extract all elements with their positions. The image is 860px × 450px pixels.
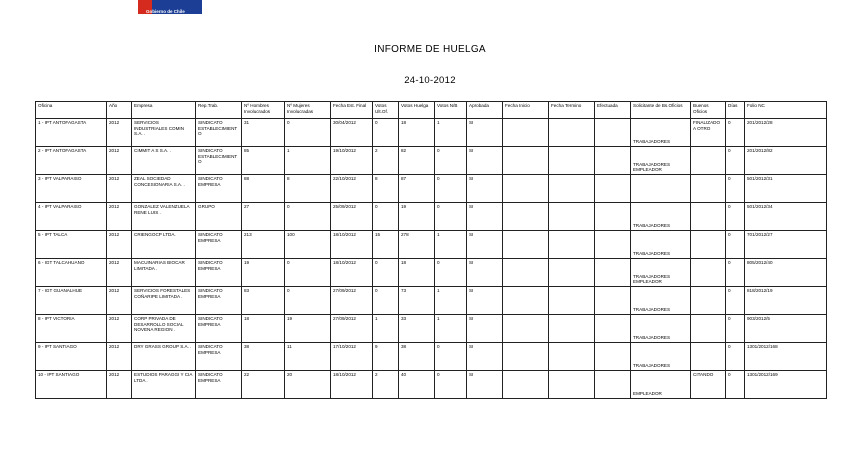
cell-oficina: 10 - IPT SANTIAGO xyxy=(36,371,107,399)
cell-folio: 1301/2012/168 xyxy=(745,343,827,371)
cell-fecha-termino xyxy=(549,315,595,343)
cell-fecha-inicio xyxy=(503,287,549,315)
column-header: Nº Hombres Involucrados xyxy=(242,102,285,119)
cell-hombres: 38 xyxy=(242,343,285,371)
cell-mujeres: 0 xyxy=(285,287,331,315)
cell-folio: 818/2012/19 xyxy=(745,287,827,315)
cell-empresa: ESTUDIOS PARAGGI Y CIA LTDA . xyxy=(132,371,196,399)
cell-efectuada xyxy=(595,287,631,315)
cell-rep-trab: SINDICATO EMPRESA xyxy=(196,315,242,343)
cell-votos-nb: 0 xyxy=(435,147,467,175)
cell-votos-huelga: 19 xyxy=(399,203,435,231)
cell-hombres: 19 xyxy=(242,259,285,287)
cell-buenos-oficios xyxy=(691,147,726,175)
cell-mujeres: 0 xyxy=(285,119,331,147)
table-row xyxy=(36,371,827,399)
cell-folio: 201/2012/82 xyxy=(745,147,827,175)
cell-fecha-inicio xyxy=(503,259,549,287)
cell-fecha-inicio xyxy=(503,203,549,231)
cell-fecha-inicio xyxy=(503,343,549,371)
table-row xyxy=(36,231,827,259)
cell-fecha-termino xyxy=(549,231,595,259)
cell-dias: 0 xyxy=(726,231,745,259)
cell-dias: 0 xyxy=(726,343,745,371)
report-title: INFORME DE HUELGA xyxy=(374,44,486,55)
column-header: Solicitante de Bs.Oficios xyxy=(631,102,691,119)
cell-votos-huelga: 38 xyxy=(399,343,435,371)
cell-votos-nb: 1 xyxy=(435,315,467,343)
cell-efectuada xyxy=(595,147,631,175)
table-header xyxy=(36,102,827,119)
cell-fecha-est: 27/09/2012 xyxy=(331,315,373,343)
cell-fecha-termino xyxy=(549,175,595,203)
cell-dias: 0 xyxy=(726,287,745,315)
cell-anio: 2012 xyxy=(107,147,132,175)
cell-fecha-est: 18/10/2012 xyxy=(331,371,373,399)
cell-rep-trab: SINDICATO EMPRESA xyxy=(196,175,242,203)
cell-votos-nb: 0 xyxy=(435,371,467,399)
cell-hombres: 85 xyxy=(242,147,285,175)
cell-votos-nb: 0 xyxy=(435,343,467,371)
column-header: Votos Huelga xyxy=(399,102,435,119)
cell-solicitante xyxy=(631,175,691,203)
cell-buenos-oficios xyxy=(691,259,726,287)
cell-buenos-oficios xyxy=(691,231,726,259)
column-header: Fecha Inicio xyxy=(503,102,549,119)
table-row xyxy=(36,175,827,203)
cell-empresa: CIMMIT A S S.A. . xyxy=(132,147,196,175)
cell-oficina: 4 - IPT VALPARAISO xyxy=(36,203,107,231)
cell-votos-ult-of: 2 xyxy=(373,371,399,399)
cell-solicitante: TRABAJADORES EMPLEADOR xyxy=(631,147,691,175)
cell-votos-ult-of: 2 xyxy=(373,147,399,175)
cell-hombres: 213 xyxy=(242,231,285,259)
cell-anio: 2012 xyxy=(107,259,132,287)
cell-oficina: 2 - IPT ANTOFAGASTA xyxy=(36,147,107,175)
table-body xyxy=(36,119,827,399)
cell-votos-nb: 1 xyxy=(435,119,467,147)
cell-efectuada xyxy=(595,343,631,371)
cell-anio: 2012 xyxy=(107,315,132,343)
cell-oficina: 9 - IPT SANTIAGO xyxy=(36,343,107,371)
cell-mujeres: 1 xyxy=(285,147,331,175)
cell-mujeres: 0 xyxy=(285,259,331,287)
cell-efectuada xyxy=(595,175,631,203)
column-header: Aprobada xyxy=(467,102,503,119)
cell-fecha-est: 25/09/2012 xyxy=(331,203,373,231)
cell-dias: 0 xyxy=(726,259,745,287)
cell-votos-nb: 0 xyxy=(435,259,467,287)
cell-solicitante: TRABAJADORES EMPLEADOR xyxy=(631,259,691,287)
column-header: Folio NC xyxy=(745,102,827,119)
cell-rep-trab: GRUPO xyxy=(196,203,242,231)
cell-empresa: CORP PRIVADA DE DESARROLLO SOCIAL NOVENA REGION . xyxy=(132,315,196,343)
table-row xyxy=(36,203,827,231)
cell-votos-huelga: 87 xyxy=(399,175,435,203)
table-row xyxy=(36,119,827,147)
cell-dias: 0 xyxy=(726,175,745,203)
cell-rep-trab: SINDICATO EMPRESA xyxy=(196,259,242,287)
cell-empresa: DRY GRASS GROUP S.A. . xyxy=(132,343,196,371)
cell-fecha-est: 17/10/2012 xyxy=(331,343,373,371)
cell-fecha-termino xyxy=(549,287,595,315)
cell-hombres: 83 xyxy=(242,287,285,315)
cell-oficina: 6 - IGT TALCAHUANO xyxy=(36,259,107,287)
cell-mujeres: 8 xyxy=(285,175,331,203)
cell-solicitante: EMPLEADOR xyxy=(631,371,691,399)
cell-aprobada: SI xyxy=(467,203,503,231)
cell-aprobada: SI xyxy=(467,231,503,259)
cell-oficina: 8 - IPT VICTORIA xyxy=(36,315,107,343)
column-header: Efectuada xyxy=(595,102,631,119)
cell-mujeres: 0 xyxy=(285,203,331,231)
column-header: Nº Mujeres Involucradas xyxy=(285,102,331,119)
cell-mujeres: 100 xyxy=(285,231,331,259)
cell-efectuada xyxy=(595,203,631,231)
cell-rep-trab: SINDICATO EMPRESA xyxy=(196,371,242,399)
cell-aprobada: SI xyxy=(467,175,503,203)
cell-fecha-est: 18/10/2012 xyxy=(331,231,373,259)
cell-empresa: MACUINARIAS BIOCAR LIMITADA . xyxy=(132,259,196,287)
cell-buenos-oficios xyxy=(691,315,726,343)
cell-rep-trab: SINDICATO EMPRESA xyxy=(196,287,242,315)
table-row xyxy=(36,315,827,343)
cell-votos-ult-of: 0 xyxy=(373,119,399,147)
cell-aprobada: SI xyxy=(467,147,503,175)
cell-buenos-oficios xyxy=(691,175,726,203)
cell-folio: 201/2012/28 xyxy=(745,119,827,147)
cell-fecha-inicio xyxy=(503,175,549,203)
cell-rep-trab: SINDICATO EMPRESA xyxy=(196,231,242,259)
cell-solicitante: TRABAJADORES xyxy=(631,203,691,231)
cell-fecha-est: 22/10/2012 xyxy=(331,175,373,203)
cell-efectuada xyxy=(595,259,631,287)
cell-aprobada: SI xyxy=(467,259,503,287)
cell-hombres: 18 xyxy=(242,315,285,343)
cell-buenos-oficios: CITANDO xyxy=(691,371,726,399)
cell-folio: 701/2012/27 xyxy=(745,231,827,259)
cell-folio: 501/2012/34 xyxy=(745,203,827,231)
table-row xyxy=(36,287,827,315)
column-header: Días xyxy=(726,102,745,119)
cell-fecha-inicio xyxy=(503,315,549,343)
column-header: Empresa xyxy=(132,102,196,119)
column-header: Votos Ult.Of. xyxy=(373,102,399,119)
cell-votos-huelga: 73 xyxy=(399,287,435,315)
cell-buenos-oficios xyxy=(691,343,726,371)
cell-fecha-termino xyxy=(549,371,595,399)
cell-oficina: 1 - IPT ANTOFAGASTA xyxy=(36,119,107,147)
cell-votos-huelga: 82 xyxy=(399,147,435,175)
cell-empresa: ZEAL SOCIEDAD CONCESIONARIA S.A. . xyxy=(132,175,196,203)
cell-fecha-termino xyxy=(549,203,595,231)
cell-fecha-termino xyxy=(549,119,595,147)
cell-oficina: 3 - IPT VALPARAISO xyxy=(36,175,107,203)
cell-efectuada xyxy=(595,371,631,399)
cell-rep-trab: SINDICATO ESTABLECIMIENTO xyxy=(196,119,242,147)
cell-efectuada xyxy=(595,315,631,343)
cell-anio: 2012 xyxy=(107,203,132,231)
cell-fecha-inicio xyxy=(503,119,549,147)
cell-solicitante: TRABAJADORES xyxy=(631,231,691,259)
report-date: 24-10-2012 xyxy=(404,75,456,86)
cell-aprobada: SI xyxy=(467,371,503,399)
cell-dias: 0 xyxy=(726,203,745,231)
cell-mujeres: 11 xyxy=(285,343,331,371)
cell-anio: 2012 xyxy=(107,287,132,315)
cell-empresa: CRIENGOCP LTDA. xyxy=(132,231,196,259)
column-header: Rep.Trab. xyxy=(196,102,242,119)
cell-solicitante: TRABAJADORES xyxy=(631,119,691,147)
cell-buenos-oficios xyxy=(691,203,726,231)
cell-votos-nb: 0 xyxy=(435,203,467,231)
cell-votos-huelga: 40 xyxy=(399,371,435,399)
cell-folio: 1301/2012/169 xyxy=(745,371,827,399)
cell-aprobada: SI xyxy=(467,315,503,343)
table-row xyxy=(36,259,827,287)
column-header: Votos N/B xyxy=(435,102,467,119)
cell-fecha-est: 18/10/2012 xyxy=(331,259,373,287)
cell-anio: 2012 xyxy=(107,119,132,147)
cell-fecha-inicio xyxy=(503,147,549,175)
cell-aprobada: SI xyxy=(467,343,503,371)
column-header: Fecha Est. Final xyxy=(331,102,373,119)
cell-fecha-termino xyxy=(549,259,595,287)
table-row xyxy=(36,343,827,371)
cell-fecha-inicio xyxy=(503,371,549,399)
cell-fecha-inicio xyxy=(503,231,549,259)
cell-votos-ult-of: 8 xyxy=(373,175,399,203)
cell-empresa: SERVICIOS INDUSTRIALES COMIN S.A. . xyxy=(132,119,196,147)
cell-fecha-termino xyxy=(549,147,595,175)
cell-anio: 2012 xyxy=(107,371,132,399)
cell-solicitante: TRABAJADORES xyxy=(631,287,691,315)
cell-dias: 0 xyxy=(726,371,745,399)
cell-folio: 805/2012/40 xyxy=(745,259,827,287)
cell-votos-huelga: 18 xyxy=(399,259,435,287)
column-header: Oficina xyxy=(36,102,107,119)
strike-table xyxy=(35,101,827,399)
cell-oficina: 7 - IGT GUANALHUE xyxy=(36,287,107,315)
cell-votos-huelga: 18 xyxy=(399,119,435,147)
cell-empresa: GONZALEZ VALENZUELA RENE LUIS . xyxy=(132,203,196,231)
cell-aprobada: SI xyxy=(467,119,503,147)
cell-anio: 2012 xyxy=(107,343,132,371)
logo-text: Gobierno de Chile xyxy=(146,9,185,14)
cell-votos-ult-of: 0 xyxy=(373,259,399,287)
cell-votos-huelga: 33 xyxy=(399,315,435,343)
cell-efectuada xyxy=(595,231,631,259)
cell-anio: 2012 xyxy=(107,231,132,259)
header-row xyxy=(36,102,827,119)
cell-votos-ult-of: 0 xyxy=(373,203,399,231)
cell-solicitante: TRABAJADORES xyxy=(631,315,691,343)
cell-mujeres: 20 xyxy=(285,371,331,399)
cell-hombres: 31 xyxy=(242,119,285,147)
column-header: Buenos Oficios xyxy=(691,102,726,119)
cell-fecha-termino xyxy=(549,343,595,371)
column-header: Fecha Termino xyxy=(549,102,595,119)
table-row xyxy=(36,147,827,175)
cell-rep-trab: SINDICATO ESTABLECIMIENTO xyxy=(196,147,242,175)
cell-votos-nb: 0 xyxy=(435,175,467,203)
cell-dias: 0 xyxy=(726,119,745,147)
cell-folio: 903/2012/5 xyxy=(745,315,827,343)
cell-fecha-est: 27/09/2012 xyxy=(331,287,373,315)
cell-buenos-oficios xyxy=(691,287,726,315)
cell-empresa: SERVICIOS FORESTALES COÑARIPE LIMITADA . xyxy=(132,287,196,315)
cell-votos-nb: 1 xyxy=(435,231,467,259)
cell-buenos-oficios: FINALIZADO A OTRO xyxy=(691,119,726,147)
cell-aprobada: SI xyxy=(467,287,503,315)
cell-votos-ult-of: 0 xyxy=(373,287,399,315)
column-header: Año xyxy=(107,102,132,119)
cell-oficina: 5 - IPT TALCA xyxy=(36,231,107,259)
cell-votos-ult-of: 1 xyxy=(373,315,399,343)
cell-dias: 0 xyxy=(726,315,745,343)
cell-dias: 0 xyxy=(726,147,745,175)
cell-anio: 2012 xyxy=(107,175,132,203)
cell-fecha-est: 30/04/2012 xyxy=(331,119,373,147)
cell-votos-nb: 1 xyxy=(435,287,467,315)
cell-votos-ult-of: 9 xyxy=(373,343,399,371)
cell-votos-huelga: 278 xyxy=(399,231,435,259)
cell-hombres: 88 xyxy=(242,175,285,203)
cell-solicitante: TRABAJADORES xyxy=(631,343,691,371)
cell-folio: 501/2012/31 xyxy=(745,175,827,203)
cell-rep-trab: SINDICATO EMPRESA xyxy=(196,343,242,371)
cell-votos-ult-of: 15 xyxy=(373,231,399,259)
cell-mujeres: 19 xyxy=(285,315,331,343)
cell-hombres: 27 xyxy=(242,203,285,231)
cell-hombres: 22 xyxy=(242,371,285,399)
cell-fecha-est: 19/10/2012 xyxy=(331,147,373,175)
cell-efectuada xyxy=(595,119,631,147)
